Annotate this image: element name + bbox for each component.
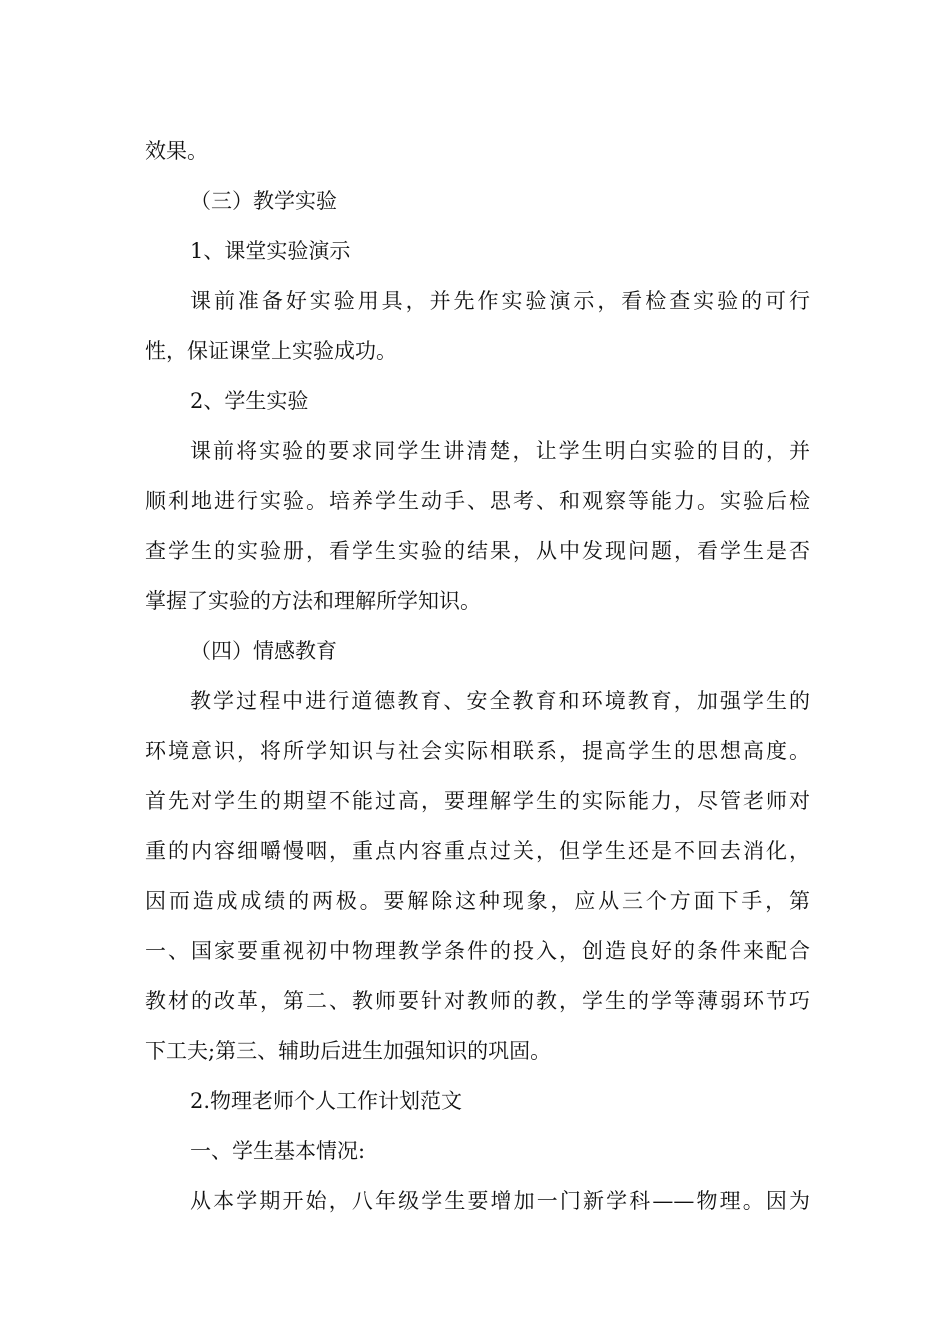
section-heading-1: 一、学生基本情况: <box>190 1139 366 1163</box>
text-line-7: 课前将实验的要求同学生讲清楚，让学生明白实验的目的，并 <box>190 439 810 463</box>
subheading-1: 1、课堂实验演示 <box>190 239 351 263</box>
text-line-4: 课前准备好实验用具，并先作实验演示，看检查实验的可行 <box>190 289 810 313</box>
section-heading-3: （三）教学实验 <box>190 189 337 213</box>
text-line-15: 重的内容细嚼慢咽，重点内容重点过关，但学生还是不回去消化， <box>145 839 810 863</box>
text-line-16: 因而造成成绩的两极。要解除这种现象，应从三个方面下手，第 <box>145 889 810 913</box>
text-line-5: 性，保证课堂上实验成功。 <box>145 339 397 363</box>
text-line-19: 下工夫;第三、辅助后进生加强知识的巩固。 <box>145 1039 552 1063</box>
text-line-8: 顺利地进行实验。培养学生动手、思考、和观察等能力。实验后检 <box>145 489 810 513</box>
text-line-10: 掌握了实验的方法和理解所学知识。 <box>145 589 481 613</box>
subheading-2: 2、学生实验 <box>190 389 309 413</box>
article-title-2: 2.物理老师个人工作计划范文 <box>190 1089 463 1113</box>
text-line-18: 教材的改革，第二、教师要针对教师的教，学生的学等薄弱环节巧 <box>145 989 810 1013</box>
text-line-1: 效果。 <box>145 139 208 163</box>
text-line-13: 环境意识，将所学知识与社会实际相联系，提高学生的思想高度。 <box>145 739 810 763</box>
text-line-17: 一、国家要重视初中物理教学条件的投入，创造良好的条件来配合 <box>145 939 810 963</box>
text-line-12: 教学过程中进行道德教育、安全教育和环境教育，加强学生的 <box>190 689 810 713</box>
text-line-22: 从本学期开始，八年级学生要增加一门新学科——物理。因为 <box>190 1189 810 1213</box>
text-line-9: 查学生的实验册，看学生实验的结果，从中发现问题，看学生是否 <box>145 539 810 563</box>
section-heading-4: （四）情感教育 <box>190 639 337 663</box>
text-line-14: 首先对学生的期望不能过高，要理解学生的实际能力，尽管老师对 <box>145 789 810 813</box>
